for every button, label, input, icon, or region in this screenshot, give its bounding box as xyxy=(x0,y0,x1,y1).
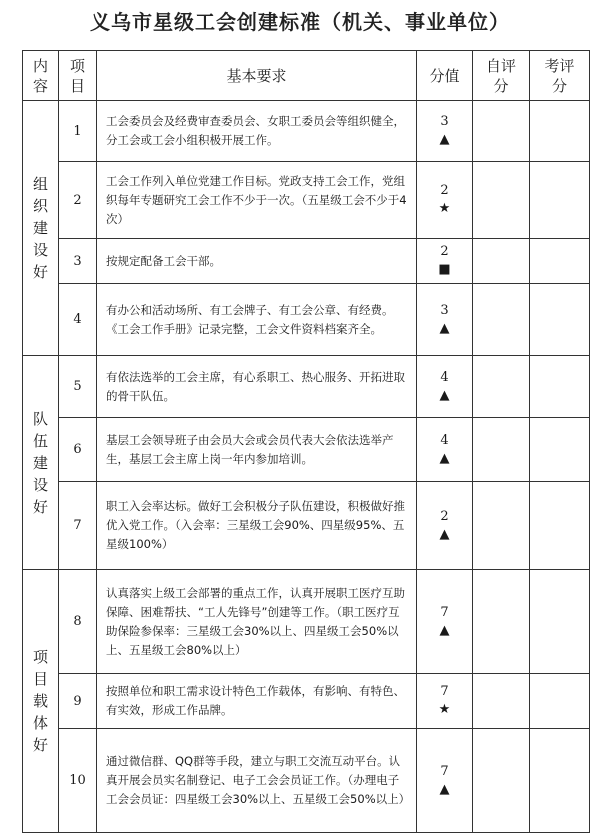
requirement-text: 工会委员会及经费审查委员会、女职工委员会等组织健全，分工会或工会小组积极开展工作。 xyxy=(97,101,417,162)
table-row xyxy=(23,284,590,356)
self-score-cell[interactable] xyxy=(473,284,530,356)
score-cell xyxy=(417,284,473,356)
category-cell: 组织建设好 xyxy=(23,101,59,356)
item-number: 6 xyxy=(59,418,97,482)
table-row xyxy=(23,570,590,674)
item-number: 1 xyxy=(59,101,97,162)
header-self-score: 自评分 xyxy=(473,51,530,101)
requirement-text: 按照单位和职工需求设计特色工作载体，有影响、有特色、有实效，形成工作品牌。 xyxy=(97,674,417,729)
square-icon: ■ xyxy=(438,262,451,277)
requirement-text: 有依法选举的工会主席，有心系职工、热心服务、开拓进取的骨干队伍。 xyxy=(97,356,417,418)
score-value: 7 xyxy=(440,763,449,779)
triangle-icon: ▲ xyxy=(439,450,450,466)
standards-table xyxy=(22,50,590,833)
review-score-cell[interactable] xyxy=(530,418,590,482)
score-value: 7 xyxy=(440,604,449,620)
requirement-text: 认真落实上级工会部署的重点工作，认真开展职工医疗互助保障、困难帮扶、“工人先锋号”创建等工作。（职工医疗互助保险参保率：三星级工会30%以上、四星级工会50%以上、五星级工会80%以上） xyxy=(97,570,417,674)
self-score-cell[interactable] xyxy=(473,418,530,482)
requirement-text: 通过微信群、QQ群等手段，建立与职工交流互动平台。认真开展会员实名制登记、电子工会会员证工作。（办理电子工会会员证：四星级工会30%以上、五星级工会50%以上） xyxy=(97,729,417,833)
review-score-cell[interactable] xyxy=(530,162,590,239)
score-cell xyxy=(417,162,473,239)
review-score-cell[interactable] xyxy=(530,729,590,833)
score-cell xyxy=(417,356,473,418)
score-cell xyxy=(417,570,473,674)
score-value: 3 xyxy=(440,302,449,318)
triangle-icon: ▲ xyxy=(439,320,450,336)
table-row xyxy=(23,729,590,833)
score-cell xyxy=(417,239,473,284)
review-score-cell[interactable] xyxy=(530,570,590,674)
header-score: 分值 xyxy=(417,51,473,101)
item-number: 8 xyxy=(59,570,97,674)
item-number: 4 xyxy=(59,284,97,356)
triangle-icon: ▲ xyxy=(439,526,450,542)
item-number: 5 xyxy=(59,356,97,418)
score-value: 4 xyxy=(440,369,449,385)
score-cell xyxy=(417,674,473,729)
review-score-cell[interactable] xyxy=(530,356,590,418)
requirement-text: 有办公和活动场所、有工会牌子、有工会公章、有经费。《工会工作手册》记录完整，工会文件资料档案齐全。 xyxy=(97,284,417,356)
score-value: 4 xyxy=(440,432,449,448)
category-cell: 队伍建设好 xyxy=(23,356,59,570)
self-score-cell[interactable] xyxy=(473,674,530,729)
score-value: 2 xyxy=(440,244,449,259)
table-row xyxy=(23,239,590,284)
header-row xyxy=(23,51,590,101)
requirement-text: 基层工会领导班子由会员大会或会员代表大会依法选举产生，基层工会主席上岗一年内参加培训。 xyxy=(97,418,417,482)
requirement-text: 工会工作列入单位党建工作目标。党政支持工会工作，党组织每年专题研究工会工作不少于一次。（五星级工会不少于4次） xyxy=(97,162,417,239)
requirement-text: 按规定配备工会干部。 xyxy=(97,239,417,284)
table-row xyxy=(23,482,590,570)
table-row xyxy=(23,162,590,239)
header-review-score: 考评分 xyxy=(530,51,590,101)
review-score-cell[interactable] xyxy=(530,674,590,729)
self-score-cell[interactable] xyxy=(473,239,530,284)
self-score-cell[interactable] xyxy=(473,729,530,833)
review-score-cell[interactable] xyxy=(530,239,590,284)
triangle-icon: ▲ xyxy=(439,781,450,797)
self-score-cell[interactable] xyxy=(473,570,530,674)
triangle-icon: ▲ xyxy=(439,132,450,147)
score-cell xyxy=(417,482,473,570)
item-number: 3 xyxy=(59,239,97,284)
table-row xyxy=(23,418,590,482)
item-number: 9 xyxy=(59,674,97,729)
score-value: 2 xyxy=(440,183,449,198)
score-value: 7 xyxy=(440,684,449,699)
table-row xyxy=(23,674,590,729)
score-value: 3 xyxy=(440,114,449,129)
item-number: 7 xyxy=(59,482,97,570)
score-value: 2 xyxy=(440,508,449,524)
self-score-cell[interactable] xyxy=(473,482,530,570)
self-score-cell[interactable] xyxy=(473,162,530,239)
review-score-cell[interactable] xyxy=(530,284,590,356)
table-row xyxy=(23,356,590,418)
triangle-icon: ▲ xyxy=(439,387,450,403)
requirement-text: 职工入会率达标。做好工会积极分子队伍建设，积极做好推优入党工作。（入会率：三星级工会90%、四星级95%、五星级100%） xyxy=(97,482,417,570)
score-cell xyxy=(417,729,473,833)
table-row xyxy=(23,101,590,162)
review-score-cell[interactable] xyxy=(530,482,590,570)
star-icon: ★ xyxy=(438,201,451,216)
star-icon: ★ xyxy=(438,702,451,717)
header-category: 内容 xyxy=(23,51,59,101)
score-cell xyxy=(417,101,473,162)
review-score-cell[interactable] xyxy=(530,101,590,162)
page-title: 义乌市星级工会创建标准（机关、事业单位） xyxy=(90,10,510,34)
triangle-icon: ▲ xyxy=(439,622,450,638)
item-number: 2 xyxy=(59,162,97,239)
header-requirement: 基本要求 xyxy=(97,51,417,101)
self-score-cell[interactable] xyxy=(473,356,530,418)
category-cell: 项目载体好 xyxy=(23,570,59,833)
header-item: 项目 xyxy=(59,51,97,101)
score-cell xyxy=(417,418,473,482)
item-number: 10 xyxy=(59,729,97,833)
self-score-cell[interactable] xyxy=(473,101,530,162)
